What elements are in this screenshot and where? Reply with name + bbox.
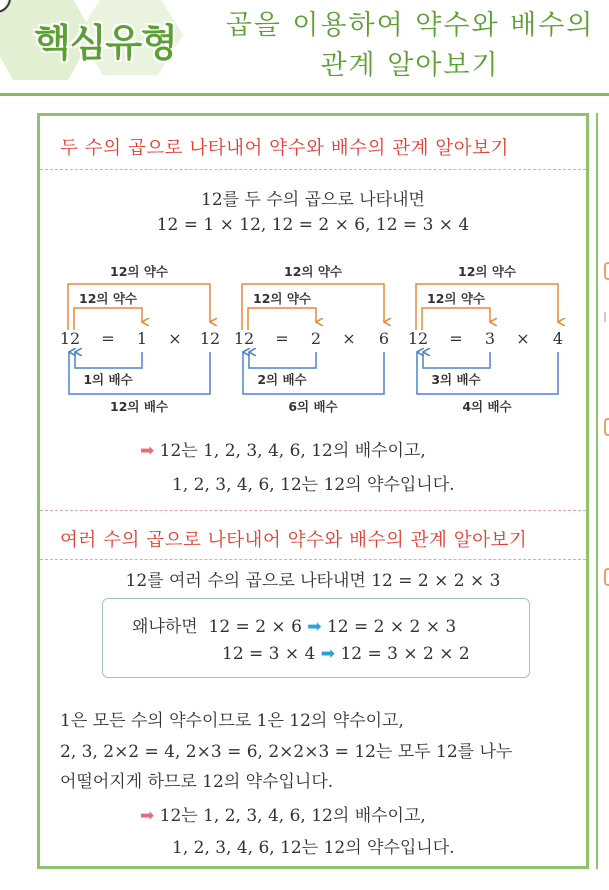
diagram3-top-label: 12의 약수 <box>458 264 516 279</box>
diagram1-bottom-label: 12의 배수 <box>110 399 168 414</box>
arrow-right-icon: ➡ <box>307 617 322 637</box>
section2-body-1: 1은 모든 수의 약수이므로 1은 12의 약수이고, <box>60 711 404 731</box>
section2-title: 여러 수의 곱으로 나타내어 약수와 배수의 관계 알아보기 <box>60 530 528 551</box>
diagram-2 <box>234 264 389 414</box>
section1-title: 두 수의 곱으로 나타내어 약수와 배수의 관계 알아보기 <box>60 138 509 159</box>
margin-mark <box>604 312 606 322</box>
diagram3-eq: = <box>449 329 463 348</box>
section2-conclusion-text-1: 12는 1, 2, 3, 4, 6, 12의 배수이고, <box>159 806 426 826</box>
diagram3-c: 4 <box>552 329 564 348</box>
section2-conclusion-2: 1, 2, 3, 4, 6, 12는 12의 약수입니다. <box>172 838 455 858</box>
section2-separator <box>40 559 586 560</box>
diagram1-top-label: 12의 약수 <box>110 264 168 279</box>
section1-conclusion-2: 1, 2, 3, 4, 6, 12는 12의 약수입니다. <box>172 475 455 495</box>
diagram2-inner-bottom-label: 2의 배수 <box>257 372 307 387</box>
diagram1-times: × <box>168 329 182 348</box>
title-line-1: 곱을 이용하여 약수와 배수의 <box>225 10 595 41</box>
section2-body-3: 어떨어지게 하므로 12의 약수입니다. <box>60 772 334 792</box>
diagram1-a: 12 <box>60 329 81 348</box>
diagram2-inner-label: 12의 약수 <box>253 291 311 306</box>
diagram2-a: 12 <box>233 329 255 348</box>
reason-line-1 <box>132 612 456 637</box>
header-divider <box>0 93 609 96</box>
arrow-right-icon: ➡ <box>320 644 336 664</box>
margin-tab <box>604 568 609 586</box>
section1-equations: 12 = 1 × 12, 12 = 2 × 6, 12 = 3 × 4 <box>156 215 470 235</box>
section1-conclusion-1 <box>140 436 426 461</box>
diagram3-times: × <box>516 329 530 348</box>
diagram1-inner-label: 12의 약수 <box>79 291 137 306</box>
diagram1-c: 12 <box>199 329 221 348</box>
diagram3-bottom-label: 4의 배수 <box>462 399 512 414</box>
reason-box <box>102 598 530 678</box>
reason-line-2 <box>222 644 470 664</box>
section1-conclusion-text-1: 12는 1, 2, 3, 4, 6, 12의 배수이고, <box>159 441 426 461</box>
diagram-1 <box>60 264 220 414</box>
diagram3-inner-bottom-label: 3의 배수 <box>431 372 481 387</box>
diagram-3 <box>408 264 563 414</box>
reason-prefix: 왜냐하면 <box>132 617 198 637</box>
arrow-right-icon: ➡ <box>140 806 155 826</box>
diagram2-eq: = <box>275 329 289 348</box>
reason1-right: 12 = 2 × 2 × 3 <box>326 617 457 637</box>
diagram1-b: 1 <box>136 329 148 348</box>
diagram2-c: 6 <box>378 329 390 348</box>
diagram2-b: 2 <box>310 329 322 348</box>
diagram1-inner-bottom-label: 1의 배수 <box>83 372 133 387</box>
section1-separator <box>40 169 586 170</box>
diagram2-bottom-label: 6의 배수 <box>288 399 338 414</box>
arrow-right-icon: ➡ <box>140 441 155 461</box>
reason1-left: 12 = 2 × 6 <box>208 617 302 637</box>
diagram2-top-label: 12의 약수 <box>284 264 342 279</box>
section-separator <box>40 510 586 511</box>
section2-conclusion-1 <box>140 801 426 826</box>
section-badge: 핵심유형 <box>34 21 177 65</box>
diagram3-a: 12 <box>407 329 429 348</box>
factor-multiple-diagram <box>60 258 590 418</box>
right-margin-rule <box>596 113 598 869</box>
page-title <box>210 6 609 86</box>
title-line-2: 관계 알아보기 <box>320 50 500 81</box>
section2-body-2: 2, 3, 2×2 = 4, 2×3 = 6, 2×2×3 = 12는 모두 12를 나누 <box>60 742 513 762</box>
reason2-right: 12 = 3 × 2 × 2 <box>340 644 470 664</box>
margin-tab <box>604 262 609 280</box>
diagram3-inner-label: 12의 약수 <box>427 291 485 306</box>
reason2-left: 12 = 3 × 4 <box>222 644 316 664</box>
section1-intro: 12를 두 수의 곱으로 나타내면 <box>201 190 425 210</box>
diagram2-times: × <box>342 329 356 348</box>
margin-tab <box>604 418 609 436</box>
section2-intro: 12를 여러 수의 곱으로 나타내면 12 = 2 × 2 × 3 <box>125 571 501 591</box>
diagram3-b: 3 <box>484 329 496 348</box>
diagram1-eq: = <box>101 329 115 348</box>
